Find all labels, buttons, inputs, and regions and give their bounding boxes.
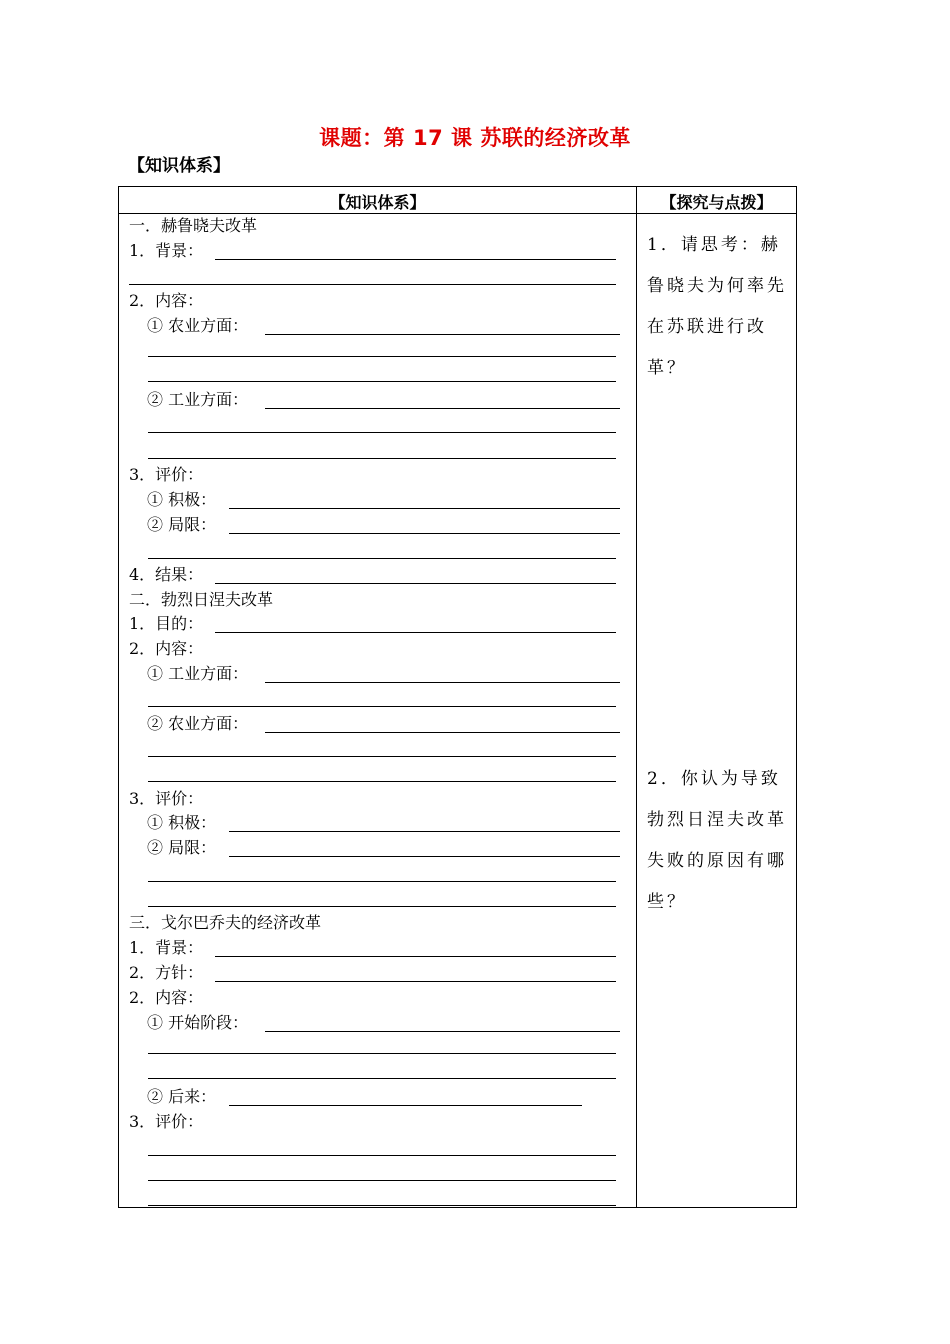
- answer-line[interactable]: [265, 1031, 620, 1032]
- s2-agriculture-label: ② 农业方面：: [147, 714, 249, 733]
- answer-line[interactable]: [265, 682, 620, 683]
- answer-line[interactable]: [265, 334, 620, 335]
- section-1-title: 一．赫鲁晓夫改革: [129, 216, 258, 235]
- s1-content-label: 2．内容：: [129, 291, 204, 310]
- section-label: 【知识体系】: [128, 156, 230, 176]
- answer-line[interactable]: [229, 1105, 582, 1106]
- answer-line[interactable]: [148, 356, 616, 357]
- s3-content-label: 2．内容：: [129, 988, 204, 1007]
- s2-content-label: 2．内容：: [129, 639, 204, 658]
- answer-line[interactable]: [148, 1205, 616, 1206]
- answer-line[interactable]: [148, 458, 616, 459]
- answer-line[interactable]: [215, 956, 616, 957]
- answer-line[interactable]: [148, 558, 616, 559]
- s2-evaluation-label: 3．评价：: [129, 789, 204, 808]
- answer-line[interactable]: [148, 1180, 616, 1181]
- page-title: 课题：第 17 课 苏联的经济改革: [319, 126, 631, 150]
- answer-line[interactable]: [148, 1155, 616, 1156]
- question-1: [647, 225, 791, 389]
- question-2-line: 2．你认为导致: [647, 769, 781, 789]
- question-2: [647, 759, 791, 923]
- answer-line[interactable]: [148, 1053, 616, 1054]
- s1-agriculture-label: ① 农业方面：: [147, 316, 249, 335]
- s2-industry-label: ① 工业方面：: [147, 664, 249, 683]
- s3-evaluation-label: 3．评价：: [129, 1112, 204, 1131]
- s3-policy-label: 2．方针：: [129, 963, 204, 982]
- section-3-title: 三．戈尔巴乔夫的经济改革: [129, 913, 322, 932]
- answer-line[interactable]: [148, 756, 616, 757]
- answer-line[interactable]: [215, 259, 616, 260]
- question-1-line: 在苏联进行改: [647, 317, 767, 337]
- answer-line[interactable]: [148, 432, 616, 433]
- question-2-line: 失败的原因有哪: [647, 851, 787, 871]
- section-2-title: 二．勃烈日涅夫改革: [129, 590, 274, 609]
- answer-line[interactable]: [215, 583, 616, 584]
- s3-later-label: ② 后来：: [147, 1087, 217, 1106]
- s2-goal-label: 1．目的：: [129, 614, 204, 633]
- s1-positive-label: ① 积极：: [147, 490, 217, 509]
- s1-limitation-label: ② 局限：: [147, 515, 217, 534]
- s1-result-label: 4．结果：: [129, 565, 204, 584]
- answer-line[interactable]: [265, 732, 620, 733]
- answer-line[interactable]: [129, 284, 616, 285]
- s1-evaluation-label: 3．评价：: [129, 465, 204, 484]
- answer-line[interactable]: [215, 981, 616, 982]
- s2-limitation-label: ② 局限：: [147, 838, 217, 857]
- question-1-line: 1．请思考：赫: [647, 235, 781, 255]
- answer-line[interactable]: [215, 632, 616, 633]
- s2-positive-label: ① 积极：: [147, 813, 217, 832]
- column-divider: [636, 187, 637, 1207]
- question-1-line: 鲁晓夫为何率先: [647, 276, 787, 296]
- col-explore-header: 【探究与点拨】: [660, 193, 773, 212]
- answer-line[interactable]: [148, 881, 616, 882]
- s3-start-stage-label: ① 开始阶段：: [147, 1013, 249, 1032]
- answer-line[interactable]: [148, 1078, 616, 1079]
- s1-industry-label: ② 工业方面：: [147, 390, 249, 409]
- question-1-line: 革？: [647, 358, 687, 378]
- s1-background-label: 1．背景：: [129, 241, 204, 260]
- question-2-line: 勃烈日涅夫改革: [647, 810, 787, 830]
- s3-background-label: 1．背景：: [129, 938, 204, 957]
- answer-line[interactable]: [229, 831, 620, 832]
- question-2-line: 些？: [647, 892, 687, 912]
- answer-line[interactable]: [229, 533, 620, 534]
- answer-line[interactable]: [265, 408, 620, 409]
- answer-line[interactable]: [148, 706, 616, 707]
- worksheet-table: [118, 186, 797, 1208]
- answer-line[interactable]: [229, 856, 620, 857]
- answer-line[interactable]: [148, 381, 616, 382]
- answer-line[interactable]: [229, 508, 620, 509]
- answer-line[interactable]: [148, 781, 616, 782]
- col-knowledge-header: 【知识体系】: [329, 193, 426, 212]
- answer-line[interactable]: [148, 906, 616, 907]
